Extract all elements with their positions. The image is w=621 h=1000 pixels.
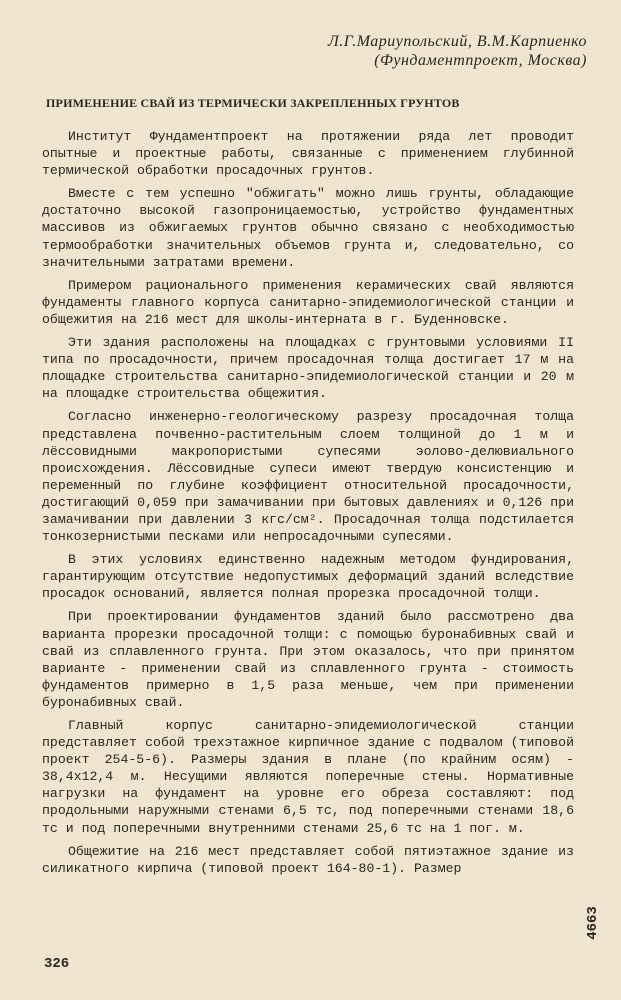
authors-line: Л.Г.Мариупольский, В.М.Карпиенко [327, 33, 587, 50]
paragraph: Примером рационального применения керамических свай являются фундаменты главного корпуса санитарно-эпидемиологической станции и общежития на 216 мест для школы-интерната в г. Буденновске. [42, 277, 574, 327]
paragraph: Согласно инженерно-геологическому разрезу просадочная толща представлена почвенно-растительным слоем толщиной до 1 м и лёссовидными макропористыми супесями эолово-делювиального происхождения. Лёссовидные супеси имеют твердую консистенцию и переменный по глубине коэффициент относительной просадочности, достигающий 0,059 при замачивании при бытовых давлениях и 0,126 при замачивании при давлении 3 кгс/см². Просадочная толща подстилается тонкозернистыми песками или непросадочными супесями. [42, 409, 574, 545]
paragraph: Эти здания расположены на площадках с грунтовыми условиями II типа по просадочности, причем просадочная толща достигает 17 м на площадке строительства санитарно-эпидемиологической станции и 20 м на площадке строительства общежития. [42, 335, 574, 402]
stamp-number: 4663 [585, 906, 601, 940]
archive-stamp [578, 908, 608, 938]
paragraph: Вместе с тем успешно "обжигать" можно лишь грунты, обладающие достаточно высокой газопроницаемостью, устройство фундаментных массивов из обжигаемых грунтов обычно связано с необходимостью термообработки значительных объемов грунта и, следовательно, со значительными затратами времени. [42, 186, 574, 270]
paragraph: При проектировании фундаментов зданий было рассмотрено два варианта прорезки просадочной толщи: с помощью буронабивных свай и свай из сплавленного грунта. При этом оказалось, что при принятом варианте - применении свай из сплавленного грунта - стоимость фундаментов примерно в 1,5 раза меньше, чем при применении буронабивных свай. [42, 609, 574, 710]
paragraph: Общежитие на 216 мест представляет собой пятиэтажное здание из силикатного кирпича (типовой проект 164-80-1). Размер [42, 843, 574, 876]
author-block [328, 32, 587, 70]
article-body [42, 128, 574, 883]
paragraph: Институт Фундаментпроект на протяжении ряда лет проводит опытные и проектные работы, связанные с применением глубинной термической обработки просадочных грунтов. [42, 129, 574, 179]
paragraph: В этих условиях единственно надежным методом фундирования, гарантирующим отсутствие недопустимых деформаций зданий вследствие просадок оснований, является полная прорезка просадочной толщи. [42, 552, 574, 602]
article-title: ПРИМЕНЕНИЕ СВАЙ ИЗ ТЕРМИЧЕСКИ ЗАКРЕПЛЕННЫХ ГРУНТОВ [46, 96, 460, 110]
page-number: 326 [44, 956, 70, 972]
affiliation-line: (Фундаментпроект, Москва) [374, 52, 587, 69]
paragraph: Главный корпус санитарно-эпидемиологической станции представляет собой трехэтажное кирпичное здание с подвалом (типовой проект 254-5-6). Размеры здания в плане (по крайним осям) - 38,4x12,4 м. Несущими являются поперечные стены. Нормативные нагрузки на фундамент на уровне его обреза составляют: под продольными наружными стенами 6,5 тс, под поперечными стенами 18,6 тс и под поперечными внутренними стенами 25,6 тс на 1 пог. м. [42, 718, 574, 836]
